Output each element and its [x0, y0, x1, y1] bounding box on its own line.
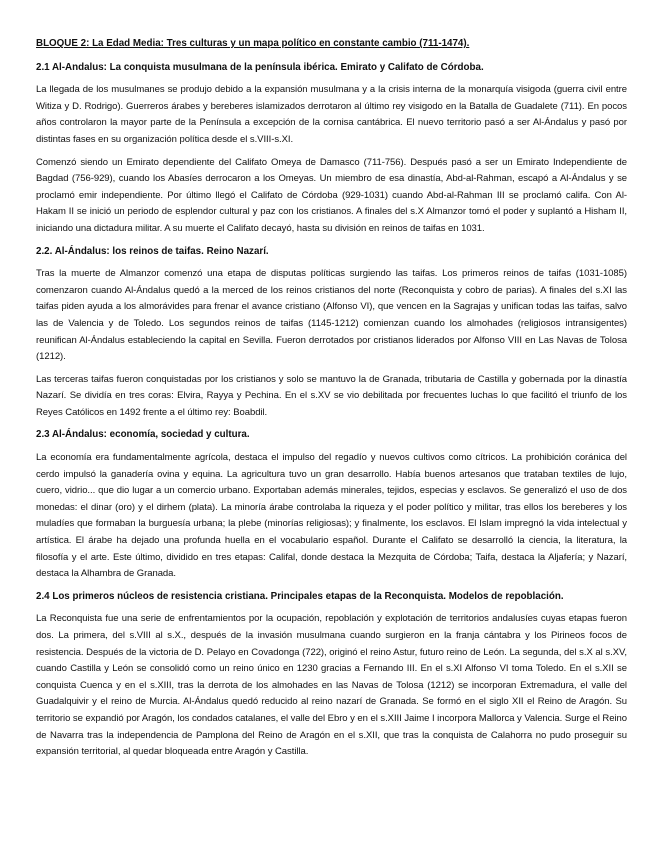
paragraph: La Reconquista fue una serie de enfrentamientos por la ocupación, repoblación y explotación de territorios andalusíes cuyas etapas fueron dos. La primera, del s.VIII al s.X., después de la invasión musulmana cuando surgieron en la franja cántabra y los Pirineos focos de resistencia. Después de la victoria de D. Pelayo en Covadonga (722), originó el reino Astur, futuro reino de León. La segunda, del s.X al s.XV, cuando Castilla y León se consolidó como un reino único en 1230 gracias a Fernando III. En el s.XI Alfonso VI toma Toledo. En el s.XII se conquista Cuenca y en el s.XIII, tras la derrota de los almohades en las Navas de Tolosa (1212) se incorporan Extremadura, el valle del Guadalquivir y el reino de Murcia. Al-Ándalus quedó reducido al reino nazarí de Granada. Se formó en el siglo XII el Reino de Aragón. Su territorio se expandió por Aragón, los condados catalanes, el valle del Ebro y en el s.XIII Jaime I incorpora Mallorca y Valencia. Surge el Reino de Navarra tras la independencia de Pamplona del Reino de Aragón en el s.XII, que tras la conquista de Calahorra no pudo proseguir su expansión territorial, al quedar bloqueada entre Aragón y Castilla. — [36, 613, 627, 758]
document-title: BLOQUE 2: La Edad Media: Tres culturas y un mapa político en constante cambio (711-1474). — [36, 38, 470, 49]
section-2-1 — [36, 60, 627, 238]
section-2-3 — [36, 427, 627, 582]
section-heading: 2.3 Al-Ándalus: economía, sociedad y cultura. — [36, 429, 250, 441]
paragraph: La economía era fundamentalmente agrícola, destaca el impulso del regadío y nuevos cultivos como cítricos. La prohibición coránica del cerdo impulsó la ganadería ovina y equina. La agricultura tuvo un gran desarrollo. Había buenos artesanos que trataban textiles de lujo, cuero, vidrio... que dio lugar a un comercio urbano. Exportaban además minerales, tejidos, especias y esclavos. Se generalizó el uso de dos monedas: el dinar (oro) y el dirhem (plata). La minoría árabe controlaba la riqueza y el poder político y militar, tras ellos los bereberes y los muladíes que formaban la burguesía urbana; la plebe (minorías religiosas); y finalmente, los esclavos. El Islam impregnó la vida intelectual y artística. El árabe ha dejado una profunda huella en el vocabulario español. Durante el Califato se desarrolló la ciencia, la literatura, la filosofía y el arte. Este último, dividido en tres etapas: Califal, donde destaca la Mezquita de Córdoba; Taifa, destaca la Aljafería; y Nazarí, destaca la Alhambra de Granada. — [36, 452, 627, 580]
section-2-2 — [36, 244, 627, 422]
paragraph: Las terceras taifas fueron conquistadas por los cristianos y solo se mantuvo la de Granada, tributaria de Castilla y gobernada por la dinastía Nazarí. Se dividía en tres coras: Elvira, Rayya y Pechina. En el s.XV se vio debilitada por frecuentes luchas lo que facilitó el triunfo de los Reyes Católicos en 1492 frente a el último rey: Boabdil. — [36, 373, 627, 418]
paragraph: Tras la muerte de Almanzor comenzó una etapa de disputas políticas surgiendo las taifas. Los primeros reinos de taifas (1031-1085) comenzaron cuando Al-Ándalus quedó a la merced de los reinos cristianos del norte (Reconquista y cobro de parias). A finales del s.XI las taifas piden ayuda a los almorávides para frenar el avance cristiano (Alfonso VI), que vencen en la Sagrajas y unifican todas las taifas, salvo las de Valencia y de Toledo. Los segundos reinos de taifas (1145-1212) comienzan cuando los almohades (religiosos intransigentes) reunifican Al-Ándalus estableciendo la capital en Sevilla. Fueron derrotados por cristianos liderados por Alfonso VIII en Las Navas de Tolosa (1212). — [36, 268, 627, 363]
section-2-4 — [36, 589, 627, 761]
section-heading: 2.4 Los primeros núcleos de resistencia cristiana. Principales etapas de la Reconquista. Modelos de repoblación. — [36, 590, 564, 602]
section-heading: 2.1 Al-Andalus: La conquista musulmana de la península ibérica. Emirato y Califato de Córdoba. — [36, 61, 484, 73]
paragraph: La llegada de los musulmanes se produjo debido a la expansión musulmana y a la crisis interna de la monarquía visigoda (guerra civil entre Witiza y D. Rodrigo). Guerreros árabes y bereberes islamizados derrotaron al último rey visigodo en la Batalla de Guadalete (711). En pocos años controlaron la mayor parte de la Península a excepción de la cornisa cantábrica. El nuevo territorio pasó a ser Al-Ándalus y pasó por distintas fases en su organización política desde el s.VIII-s.XI. — [36, 84, 627, 145]
paragraph: Comenzó siendo un Emirato dependiente del Califato Omeya de Damasco (711-756). Después pasó a ser un Emirato Independiente de Bagdad (756-929), cuando los Abasíes derrocaron a los Omeyas. Un miembro de esa dinastía, Abd-al-Rahman, escapó a Al-Ándalus y se proclamó emir independiente. Por último llegó el Califato de Córdoba (929-1031) cuando Abd-al-Rahman III se proclamó califa. Con Al-Hakam II se inició un periodo de esplendor cultural y paz con los cristianos. A finales del s.X Almanzor tomó el poder y suplantó a Hisham II, iniciando una dictadura militar. A su muerte el Califato decayó, hasta su división en reinos de taifas en 1031. — [36, 156, 627, 234]
section-heading: 2.2. Al-Ándalus: los reinos de taifas. Reino Nazarí. — [36, 245, 269, 257]
